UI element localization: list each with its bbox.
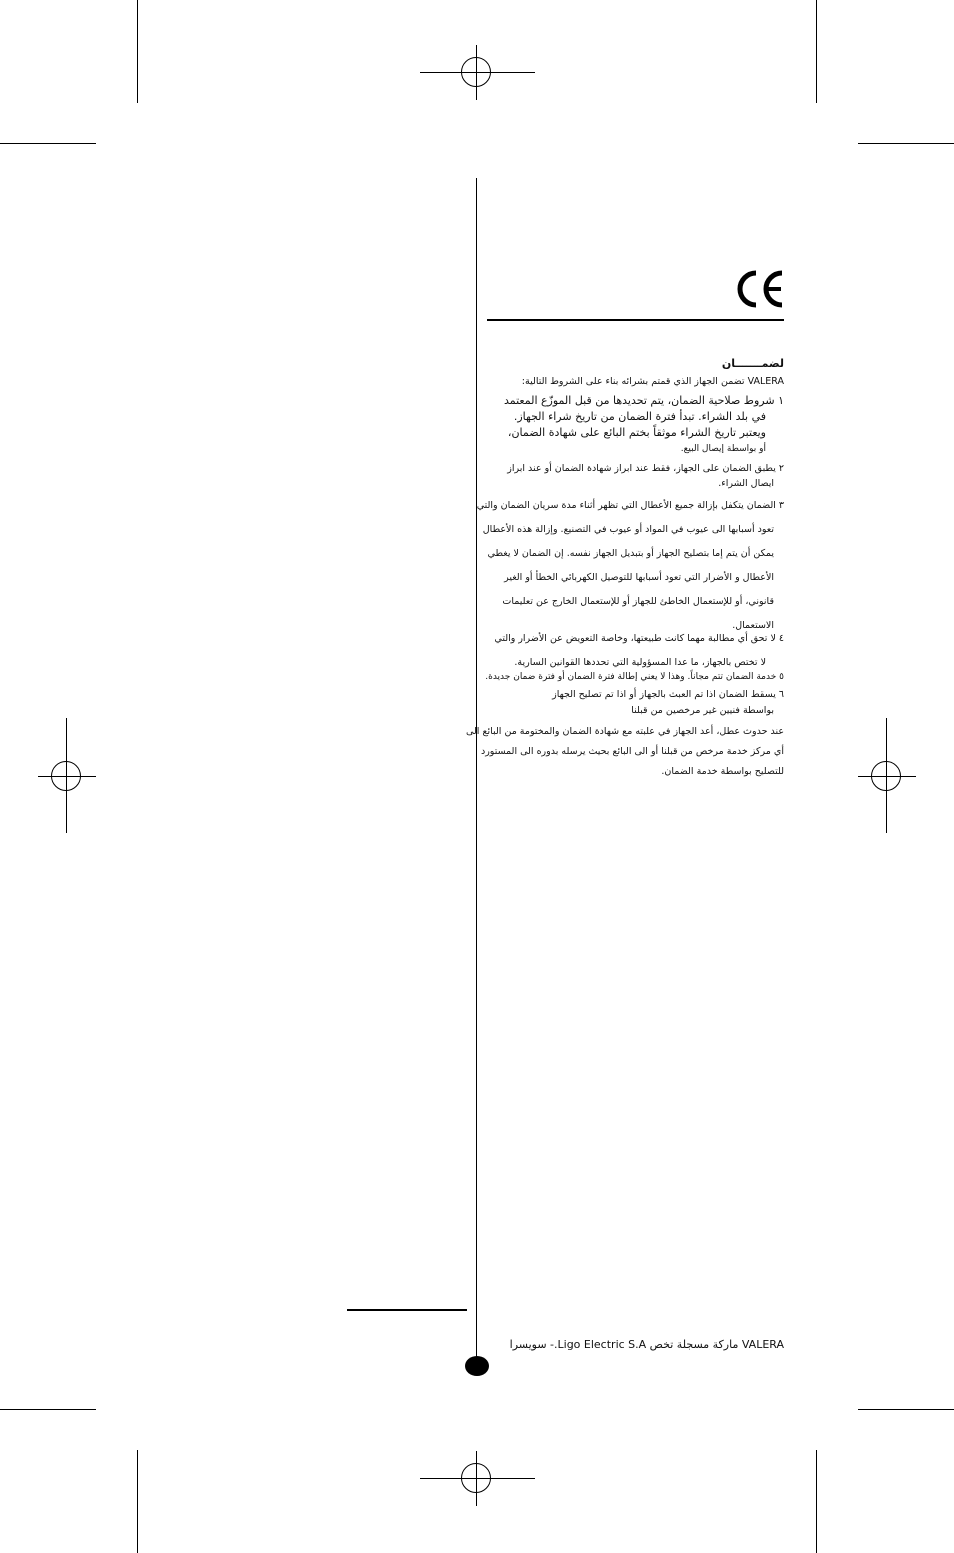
warranty-line: للتصليح بواسطة خدمة الضمان. — [661, 766, 784, 777]
warranty-line: ٦ يسقط الضمان اذا تم العبث بالجهاز أو اذا تم تصليح الجهاز — [552, 689, 784, 700]
footer-rule — [347, 1309, 467, 1311]
warranty-item-7 — [465, 722, 784, 782]
ce-mark-icon — [734, 268, 786, 310]
crop-mark — [137, 0, 138, 103]
crop-mark — [0, 143, 96, 144]
page-spine-line — [476, 178, 477, 1358]
warranty-line: ٣ الضمان يتكفل بإزالة جميع الأعطال التي تظهر أثناء مدة سريان الضمان والتي — [476, 500, 784, 511]
warranty-item-4 — [488, 627, 784, 675]
crop-mark — [858, 1409, 954, 1410]
crop-mark — [0, 1409, 96, 1410]
ce-mark-text: CE — [734, 268, 736, 269]
warranty-item-2 — [488, 461, 784, 491]
warranty-line: الأعطال و الأضرار التي تعود أسبابها للتوصيل الكهربائي الخطأ أو الغير — [504, 572, 774, 583]
crop-mark — [858, 143, 954, 144]
registration-target-icon — [51, 761, 81, 791]
warranty-line: بواسطة فنيين غير مرخصين من قبلنا — [631, 705, 774, 716]
warranty-line: في بلد الشراء. تبدأ فترة الضمان من تاريخ شراء الجهاز. — [513, 410, 766, 423]
warranty-item-1 — [488, 393, 784, 457]
warranty-line: لا تختص بالجهاز، ما عدا المسؤولية التي تحددها القوانين السارية. — [514, 657, 766, 668]
crop-mark — [816, 0, 817, 103]
crop-mark — [137, 1450, 138, 1553]
warranty-item-6 — [488, 687, 784, 719]
warranty-line: ٥ خدمة الضمان تتم مجاناً. وهذا لا يعني إطالة فترة الضمان أو فترة ضمان جديدة. — [485, 672, 784, 682]
warranty-line: ٤ لا تحق أي مطالبة مهما كانت طبيعتها، وخاصة التعويض عن الأضرار والتي — [494, 633, 784, 644]
warranty-line: أي مركز خدمة مرخص من قبلنا أو الى البائع بحيث يرسله بدوره الى المستورد — [480, 746, 784, 757]
header-rule — [487, 319, 784, 321]
warranty-line: قانوني، أو للإستعمال الخاطئ للجهاز أو للإستعمال الخارج عن تعليمات — [502, 596, 774, 607]
registration-target-icon — [461, 57, 491, 87]
warranty-line: ١ شروط صلاحية الضمان، يتم تحديدها من قبل الموزّع المعتمد — [503, 394, 784, 407]
warranty-line: ايصال الشراء. — [718, 478, 774, 489]
binding-dot — [465, 1356, 489, 1376]
warranty-item-5 — [485, 669, 784, 685]
warranty-line: تعود أسبابها الى عيوب في المواد أو عيوب في التصنيع. وإزالة هذه الأعطال — [482, 524, 774, 535]
crop-mark — [816, 1450, 817, 1553]
warranty-line: يمكن أن يتم إما بتصليح الجهاز أو بتبديل الجهاز نفسه. إن الضمان لا يغطي — [487, 548, 774, 559]
registration-target-icon — [461, 1463, 491, 1493]
warranty-title: لضمـــــــان — [721, 357, 784, 370]
warranty-item-3 — [476, 494, 784, 638]
warranty-line: الاستعمال. — [732, 620, 774, 631]
warranty-line: ويعتبر تاريخ الشراء موثقاً بختم البائع على شهادة الضمان، — [507, 426, 766, 439]
warranty-line: عند حدوث عطل، أعد الجهاز في علبته مع شهادة الضمان والمختومة من البائع الى — [465, 726, 784, 737]
warranty-intro: VALERA تضمن الجهاز الذي قمتم بشرائه بناء على الشروط التالية: — [521, 376, 784, 387]
warranty-line: أو بواسطة إيصال البيع. — [680, 444, 766, 454]
registration-target-icon — [871, 761, 901, 791]
warranty-line: ٢ يطبق الضمان على الجهاز، فقط عند ابراز شهادة الضمان أو عند ابراز — [507, 463, 784, 474]
trademark-footer: VALERA ماركة مسجلة تخص Ligo Electric S.A.- سويسرا — [509, 1338, 784, 1351]
